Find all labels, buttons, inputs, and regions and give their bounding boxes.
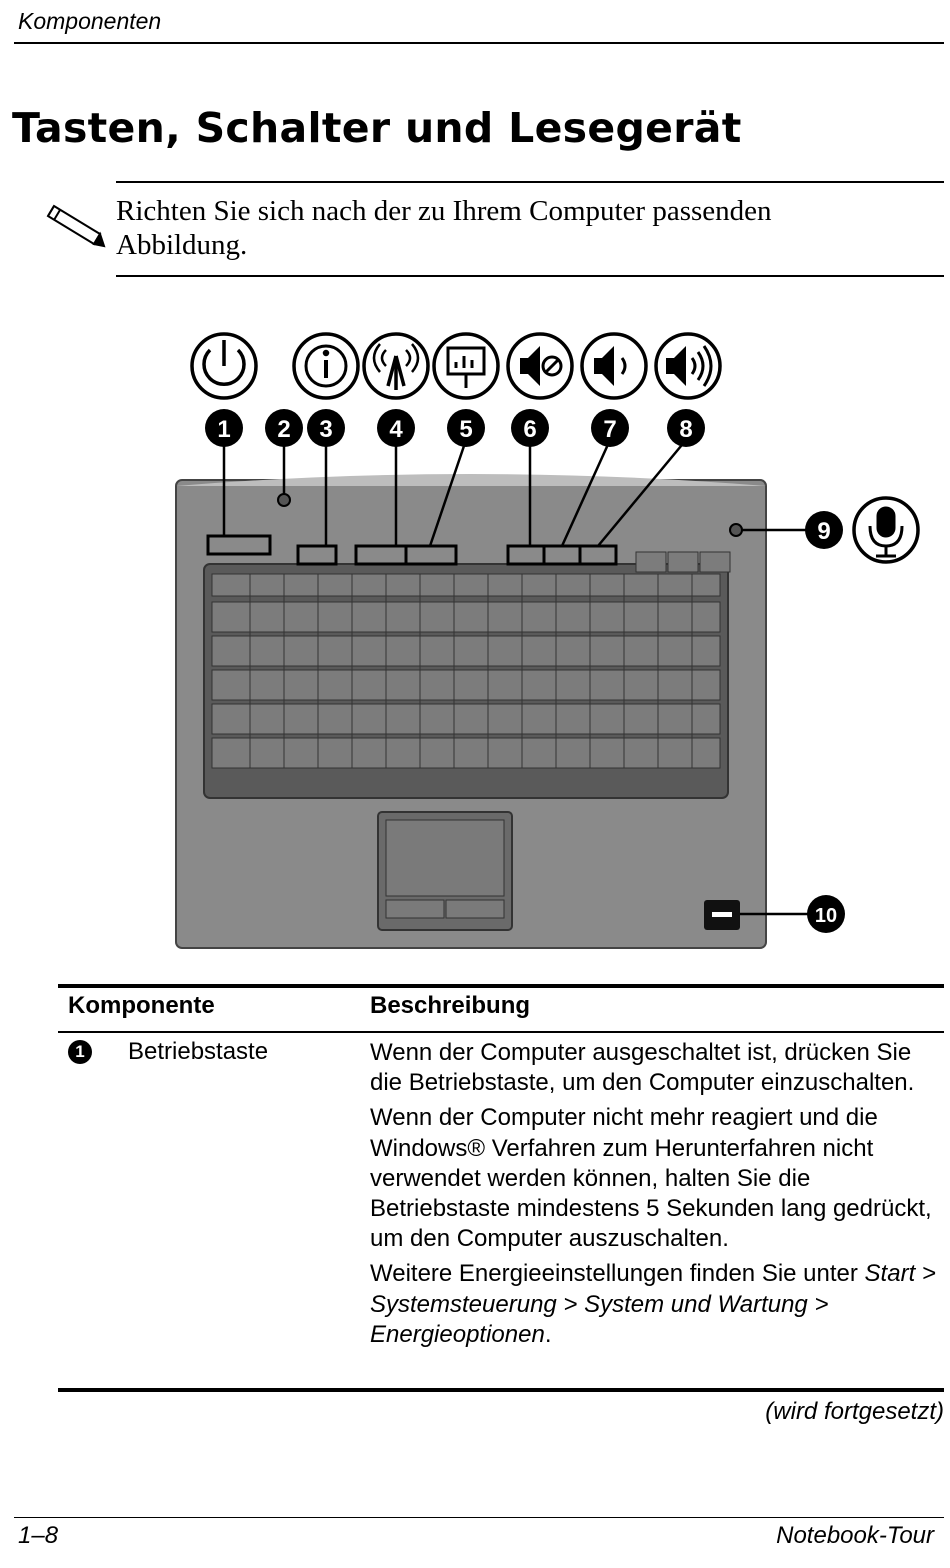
svg-text:8: 8	[679, 416, 693, 443]
keyboard-illustration	[160, 320, 940, 960]
component-name: Betriebstaste	[128, 1038, 269, 1065]
description-paragraph	[370, 1259, 944, 1350]
svg-text:5: 5	[459, 416, 473, 443]
footer-section: Notebook-Tour	[776, 1522, 934, 1549]
menu-path: Start > Systemsteuerung > System und Wartung > Energieoptionen	[370, 1260, 936, 1348]
continued-note: (wird fortgesetzt)	[765, 1398, 944, 1425]
note-rule-bottom	[116, 275, 944, 277]
svg-text:3: 3	[319, 416, 333, 443]
svg-text:6: 6	[523, 416, 537, 443]
header-rule	[14, 42, 944, 44]
page-number: 1–8	[18, 1522, 59, 1549]
column-header-description: Beschreibung	[370, 992, 531, 1019]
description-text: Weitere Energieeinstellungen finden Sie unter	[370, 1260, 865, 1288]
description-paragraph: Wenn der Computer nicht mehr reagiert und die Windows® Verfahren zum Herunterfahren nicht verwendet werden können, halten Sie die Betriebstaste mindestens 5 Sekunden lang gedrückt, um den Computer auszuschalten.	[370, 1104, 932, 1253]
description-paragraph: Wenn der Computer ausgeschaltet ist, drücken Sie die Betriebstaste, um den Computer einzuschalten.	[370, 1039, 915, 1097]
callout-number: 1	[68, 1040, 92, 1064]
note-text: Richten Sie sich nach der zu Ihrem Computer passenden Abbildung.	[116, 195, 772, 261]
footer-rule	[14, 1517, 944, 1518]
running-header: Komponenten	[18, 8, 162, 34]
svg-text:1: 1	[217, 416, 231, 443]
table-rule-top	[58, 984, 944, 988]
svg-text:2: 2	[277, 416, 291, 443]
page-title: Tasten, Schalter und Lesegerät	[12, 104, 742, 152]
note-rule-top	[116, 181, 944, 183]
svg-text:7: 7	[603, 416, 617, 443]
description-text: .	[544, 1320, 552, 1348]
column-header-component: Komponente	[68, 992, 215, 1019]
component-description	[370, 1038, 944, 1355]
svg-text:4: 4	[389, 416, 403, 443]
pencil-note-icon	[44, 198, 106, 250]
table-rule-bottom	[58, 1388, 944, 1392]
svg-text:10: 10	[814, 905, 838, 927]
svg-text:9: 9	[817, 518, 831, 545]
table-header-rule	[58, 1031, 944, 1033]
